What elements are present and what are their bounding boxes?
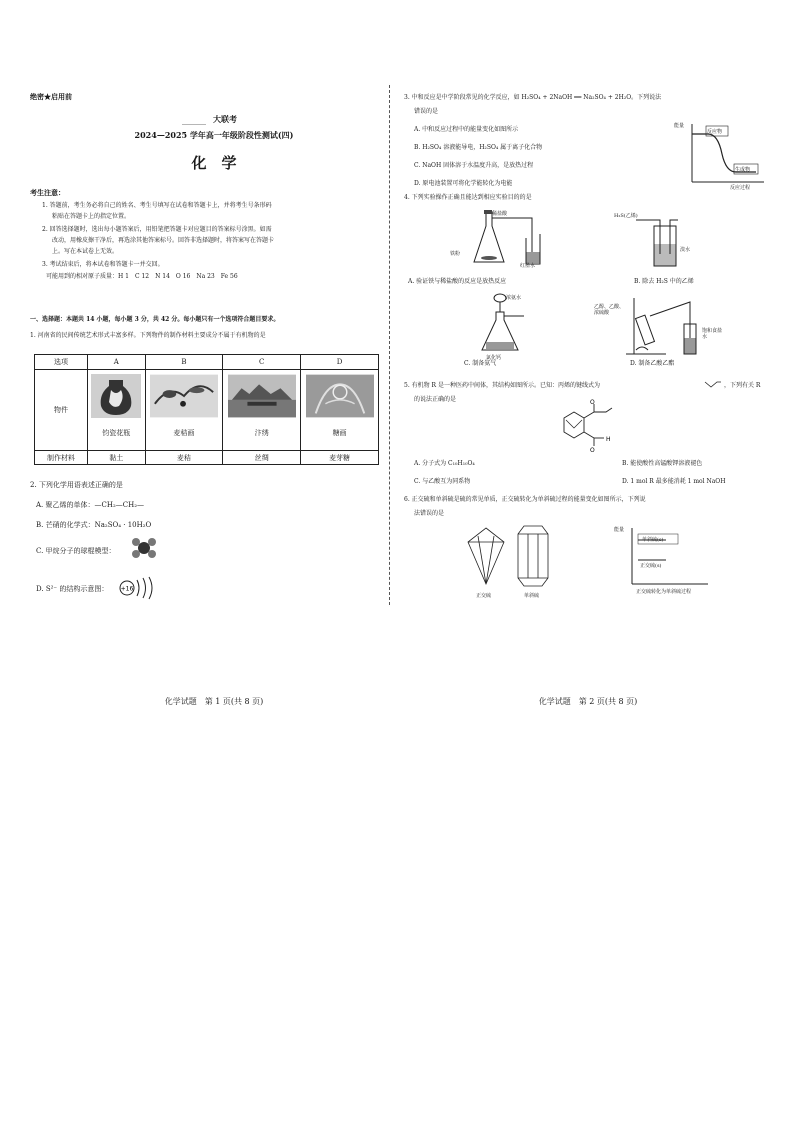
- svg-text:O: O: [590, 447, 595, 454]
- q6-mono-level: 单斜硫(s): [642, 537, 664, 543]
- item-label: 钧瓷花瓶: [102, 429, 131, 437]
- bian-embroidery-image: [228, 374, 296, 418]
- b-liquid-label: 溴水: [680, 247, 691, 253]
- q5-option-a: A. 分子式为 C₁₀H₁₀O₄: [414, 460, 475, 467]
- orthorhombic-sulfur-crystal: [464, 526, 508, 586]
- q1-stem: 1. 河南省的民间传统艺术形式丰富多样。下列物件的制作材料主要成分不属于有机物的是: [30, 332, 266, 339]
- option-d-cell: [301, 370, 379, 451]
- a-acid-label: 稀盐酸: [492, 211, 508, 217]
- q2-option-a: A. 聚乙烯的单体：—CH₂—CH₂—: [36, 501, 145, 509]
- q3-option-c: C. NaOH 固体溶于水温度升高，是放热过程: [414, 162, 534, 169]
- q3-option-b: B. H₂SO₄ 溶液能导电，H₂SO₄ 属于离子化合物: [414, 144, 543, 151]
- option-b-cell: [145, 370, 223, 451]
- svg-text:H: H: [606, 436, 611, 443]
- straw-painting-image: [150, 374, 218, 418]
- q4-stem: 4. 下列实验操作正确且能达到相应实验目的的是: [404, 194, 532, 201]
- material-cell: 麦秸: [145, 451, 223, 465]
- material-cell: 黏土: [88, 451, 146, 465]
- ball-stick-model-icon: [130, 536, 158, 560]
- monoclinic-sulfur-crystal: [516, 524, 550, 588]
- q2-option-b: B. 芒硝的化学式：Na₂SO₄ · 10H₂O: [36, 521, 152, 529]
- q5-molecule-structure: [554, 398, 630, 454]
- secret-label: 绝密★启用前: [30, 92, 72, 101]
- q5-option-c: C. 与乙酸互为同系物: [414, 478, 471, 485]
- q5-option-d: D. 1 mol R 最多能消耗 1 mol NaOH: [622, 478, 726, 485]
- c-solid-label: 氯化钙: [486, 355, 502, 361]
- material-cell: 丝绸: [223, 451, 301, 465]
- note-line: 1. 答题前，考生务必将自己的姓名、考生号填写在试卷和答题卡上，并将考生号条形码: [42, 202, 272, 209]
- orthorhombic-label: 正交硫: [476, 593, 492, 599]
- q6-ortho-level: 正交硫(s): [640, 563, 662, 569]
- q4-apparatus-d: [610, 294, 720, 358]
- item-label: 麦秸画: [173, 429, 195, 437]
- q2-option-d: D. S²⁻ 的结构示意图：: [36, 585, 109, 593]
- q3-option-a: A. 中和反应过程中的能量变化如图所示: [414, 126, 519, 133]
- note-line: 改动，用橡皮擦干净后，再选涂其他答案标号。回答非选择题时，将答案写在答题卡: [52, 237, 275, 244]
- page-footer: 化学试题 第 1 页(共 8 页): [164, 697, 264, 706]
- note-line: 上。写在本试卷上无效。: [52, 248, 119, 255]
- q4-option-a: A. 验证铁与稀盐酸的反应是放热反应: [408, 278, 507, 285]
- q6-stem: 6. 正交硫和单斜硫是硫的常见单质，正交硫转化为单斜硫过程的能量变化如图所示，下列说: [404, 496, 646, 503]
- exam-title: 2024—2025 学年高一年级阶段性测试(四): [134, 130, 294, 140]
- table-header: D: [301, 355, 379, 370]
- q4-option-c: C. 制备氨气: [464, 360, 497, 367]
- row-label-material: 制作材料: [35, 451, 88, 465]
- q3-stem-cont: 错误的是: [414, 108, 439, 115]
- note-line: 粘贴在答题卡上的指定位置。: [52, 213, 131, 220]
- q4-option-b: B. 除去 H₂S 中的乙烯: [634, 278, 694, 285]
- q6-xlabel: 正交硫转化为单斜硫过程: [636, 589, 692, 595]
- subject-title: 化 学: [191, 154, 237, 172]
- table-header: B: [145, 355, 223, 370]
- notes-title: 考生注意：: [30, 188, 65, 197]
- q6-energy-graph: [610, 524, 710, 596]
- graph-reactant: 反应物: [707, 129, 723, 135]
- atomic-masses: 可能用到的相对原子质量：H 1 C 12 N 14 O 16 Na 23 Fe 56: [46, 273, 238, 280]
- table-header: C: [223, 355, 301, 370]
- monoclinic-label: 单斜硫: [524, 593, 540, 599]
- item-label: 汴绣: [254, 429, 269, 437]
- q5-stem-cont: 的说法正确的是: [414, 396, 457, 403]
- q6-energy-label: 能量: [614, 527, 625, 533]
- svg-text:O: O: [590, 399, 595, 406]
- q4-option-d: D. 制备乙酸乙酯: [630, 360, 675, 367]
- exam-union-blank: ______: [182, 116, 206, 125]
- exam-page-1: [30, 78, 398, 706]
- a-iron-label: 铁粉: [450, 251, 461, 257]
- item-label: 糖画: [332, 429, 347, 437]
- exam-page-2: [404, 78, 772, 706]
- q1-table: [34, 354, 379, 465]
- section-heading: 一、选择题：本题共 14 小题，每小题 3 分，共 42 分。每小题只有一个选项符合题目要求。: [30, 316, 280, 323]
- page-footer: 化学试题 第 2 页(共 8 页): [538, 697, 638, 706]
- note-line: 2. 回答选择题时，选出每小题答案后，用铅笔把答题卡对应题目的答案标号涂黑。如需: [42, 226, 272, 233]
- q3-stem: 3. 中和反应是中学阶段常见的化学反应，如 H₂SO₄ + 2NaOH ══ Na₂SO₄ + 2H₂O。下列说法: [404, 94, 662, 101]
- porcelain-vase-image: [91, 374, 141, 418]
- atom-structure-icon: [118, 576, 158, 600]
- graph-product: 生成物: [735, 167, 751, 173]
- svg-text:+16: +16: [120, 585, 134, 593]
- q6-stem-cont: 法错误的是: [414, 510, 445, 517]
- d-tube-label: 饱和食盐水: [702, 328, 723, 340]
- b-gas-label: H₂S(乙烯): [614, 213, 638, 219]
- option-a-cell: [88, 370, 146, 451]
- q4-apparatus-b: [630, 214, 700, 270]
- note-line: 3. 考试结束后，将本试卷和答题卡一并交回。: [42, 261, 164, 268]
- table-header: 选项: [35, 355, 88, 370]
- sugar-painting-image: [306, 374, 374, 418]
- q4-apparatus-c: [474, 290, 534, 356]
- q4-apparatus-a: [464, 208, 564, 270]
- d-reagents-label: 乙醇、乙酸、浓硫酸: [594, 304, 625, 316]
- q5-option-b: B. 能使酸性高锰酸钾溶液褪色: [622, 460, 703, 467]
- exam-union: 大联考: [213, 114, 237, 124]
- row-label-item: 物件: [35, 370, 88, 451]
- a-water-label: 红墨水: [520, 263, 536, 269]
- c-water-label: 浓氨水: [506, 295, 522, 301]
- material-cell: 麦芽糖: [301, 451, 379, 465]
- option-c-cell: [223, 370, 301, 451]
- table-header: A: [88, 355, 146, 370]
- q5-stem: 5. 有机物 R 是一种医药中间体，其结构如图所示。已知：丙烯的键线式为: [404, 382, 600, 389]
- q2-option-c: C. 甲烷分子的球棍模型：: [36, 547, 116, 555]
- q2-stem: 2. 下列化学用语表述正确的是: [30, 481, 123, 489]
- graph-xlabel: 反应过程: [730, 185, 751, 191]
- q5-stem-tail: ，下列有关 R: [724, 382, 761, 389]
- graph-ylabel: 能量: [674, 123, 685, 129]
- q3-option-d: D. 原电池装置可将化学能转化为电能: [414, 180, 513, 187]
- propene-skeletal-icon: [704, 380, 722, 388]
